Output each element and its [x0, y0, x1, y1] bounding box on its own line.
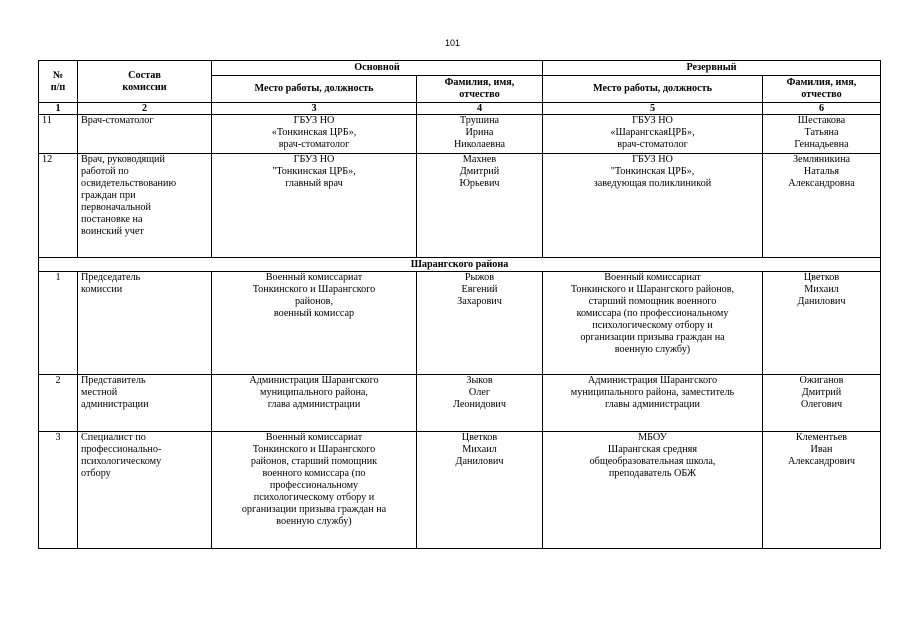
header-mesto-osn: Место работы, должность: [212, 76, 417, 103]
row-role: Представитель местной администрации: [78, 375, 212, 432]
commission-table: [38, 60, 881, 549]
column-number-row: [39, 103, 881, 115]
row-reserve-work: ГБУЗ НО «ШарангскаяЦРБ», врач-стоматолог: [543, 115, 763, 154]
row-reserve-name: Клементьев Иван Александрович: [763, 432, 881, 549]
row-role: Председатель комиссии: [78, 272, 212, 375]
row-reserve-work: Военный комиссариат Тонкинского и Шарангского районов, старший помощник военного комиссара (по профессиональному психологическому отбору и организации призыва граждан на военную службу): [543, 272, 763, 375]
row-main-name: Цветков Михаил Данилович: [417, 432, 543, 549]
row-reserve-name: Шестакова Татьяна Геннадьевна: [763, 115, 881, 154]
header-osnovnoy: Основной: [212, 61, 543, 76]
row-main-work: ГБУЗ НО «Тонкинская ЦРБ», врач-стоматолог: [212, 115, 417, 154]
row-num: 2: [39, 375, 78, 432]
table-row: [39, 272, 881, 375]
section-title: Шарангского района: [39, 258, 881, 272]
row-main-name: Махнев Дмитрий Юрьевич: [417, 154, 543, 258]
row-reserve-name: Ожиганов Дмитрий Олегович: [763, 375, 881, 432]
header-mesto-rez: Место работы, должность: [543, 76, 763, 103]
row-reserve-work: ГБУЗ НО "Тонкинская ЦРБ», заведующая поликлиникой: [543, 154, 763, 258]
row-num: 3: [39, 432, 78, 549]
header-fio-rez: Фамилия, имя, отчество: [763, 76, 881, 103]
table-row: [39, 375, 881, 432]
row-num: 12: [39, 154, 78, 258]
row-reserve-work: МБОУ Шарангская средняя общеобразовательная школа, преподаватель ОБЖ: [543, 432, 763, 549]
column-number: 5: [543, 103, 763, 115]
column-number: 4: [417, 103, 543, 115]
column-number: 6: [763, 103, 881, 115]
header-row-1: [39, 61, 881, 76]
column-number: 2: [78, 103, 212, 115]
row-main-work: Администрация Шарангского муниципального района, глава администрации: [212, 375, 417, 432]
row-role: Специалист по профессионально- психологическому отбору: [78, 432, 212, 549]
row-main-work: ГБУЗ НО "Тонкинская ЦРБ», главный врач: [212, 154, 417, 258]
row-main-name: Трушина Ирина Николаевна: [417, 115, 543, 154]
column-number: 1: [39, 103, 78, 115]
row-num: 1: [39, 272, 78, 375]
page-number: 101: [444, 38, 461, 48]
row-main-work: Военный комиссариат Тонкинского и Шарангского районов, старший помощник военного комиссара (по профессиональному психологическому отбору и организации призыва граждан на военную службу): [212, 432, 417, 549]
row-main-work: Военный комиссариат Тонкинского и Шарангского районов, военный комиссар: [212, 272, 417, 375]
row-main-name: Зыков Олег Леонидович: [417, 375, 543, 432]
table-row: [39, 115, 881, 154]
row-role: Врач, руководящий работой по освидетельствованию граждан при первоначальной постановке на воинский учет: [78, 154, 212, 258]
section-header-row: [39, 258, 881, 272]
row-num: 11: [39, 115, 78, 154]
table-row: [39, 154, 881, 258]
header-num: № п/п: [39, 61, 78, 103]
header-sostav: Состав комиссии: [78, 61, 212, 103]
column-number: 3: [212, 103, 417, 115]
header-fio-osn: Фамилия, имя, отчество: [417, 76, 543, 103]
header-rezervny: Резервный: [543, 61, 881, 76]
row-main-name: Рыжов Евгений Захарович: [417, 272, 543, 375]
row-reserve-name: Земляникина Наталья Александровна: [763, 154, 881, 258]
row-reserve-name: Цветков Михаил Данилович: [763, 272, 881, 375]
row-reserve-work: Администрация Шарангского муниципального района, заместитель главы администрации: [543, 375, 763, 432]
row-role: Врач-стоматолог: [78, 115, 212, 154]
table-row: [39, 432, 881, 549]
